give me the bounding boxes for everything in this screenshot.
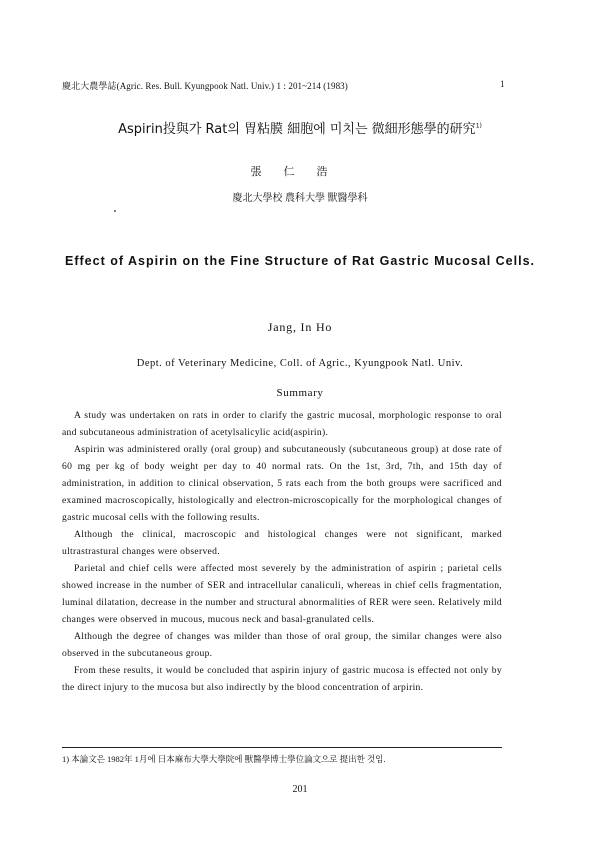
title-footnote-marker: 1) bbox=[475, 122, 482, 130]
stray-dot bbox=[114, 210, 116, 212]
abstract bbox=[62, 407, 502, 696]
author-english: Jang, In Ho bbox=[267, 320, 333, 334]
affiliation-korean: 慶北大學校 農科大學 獸醫學科 bbox=[232, 193, 368, 204]
affiliation-english: Dept. of Veterinary Medicine, Coll. of Agric., Kyungpook Natl. Univ. bbox=[136, 358, 464, 369]
page-number-bottom: 201 bbox=[292, 784, 308, 795]
abstract-paragraph: Parietal and chief cells were affected most severely by the administration of aspirin ; parietal cells showed increase in the number of SER and intracellular canaliculi, whereas in chief cells fragmentation, luminal dilatation, decrease in the number and structural abnormalities of RER were seen. Relatively mild changes were observed in mucous, mucous neck and basal-granulated cells. bbox=[62, 563, 502, 625]
abstract-paragraph: Although the clinical, macroscopic and histological changes were not significant, marked ultrastrastural changes were observed. bbox=[62, 529, 502, 557]
journal-header: 慶北大農學誌(Agric. Res. Bull. Kyungpook Natl. Univ.) 1 : 201~214 (1983) bbox=[62, 81, 348, 91]
title-korean bbox=[0, 118, 600, 137]
title-english: Effect of Aspirin on the Fine Structure of Rat Gastric Mucosal Cells. bbox=[65, 254, 535, 268]
abstract-paragraph: Although the degree of changes was milder than those of oral group, the similar changes were also observed in the subcutaneous group. bbox=[62, 631, 502, 659]
page-number-top: 1 bbox=[500, 79, 505, 89]
footnote: 1) 本論文은 1982年 1月에 日本麻布大學大學院에 獸醫學博士學位論文으로 提出한 것임. bbox=[62, 754, 386, 764]
title-korean-text: Aspirin投與가 Rat의 胃粘膜 細胞에 미치는 微細形態學的研究 bbox=[118, 122, 476, 137]
abstract-paragraph: Aspirin was administered orally (oral group) and subcutaneously (subcutaneous group) at dose rate of 60 mg per kg of body weight per day to 40 normal rats. On the 1st, 3rd, 7th, and 15th day of administration, in addition to clinical observation, 5 rats each from the both groups were sacrificed and examined macroscopically, histologically and electron-microscopically for the morphological changes of gastric mucosal cells with the following results. bbox=[62, 444, 502, 523]
author-korean: 張仁浩 bbox=[250, 166, 350, 178]
abstract-paragraph: A study was undertaken on rats in order to clarify the gastric mucosal, morphologic response to oral and subcutaneous administration of acetylsalicylic acid(aspirin). bbox=[62, 410, 502, 438]
abstract-paragraph: From these results, it would be concluded that aspirin injury of gastric mucosa is effected not only by the direct injury to the mucosa but also indirectly by the blood concentration of arpirin. bbox=[62, 665, 502, 693]
summary-heading: Summary bbox=[276, 387, 324, 399]
footnote-rule bbox=[62, 747, 502, 748]
